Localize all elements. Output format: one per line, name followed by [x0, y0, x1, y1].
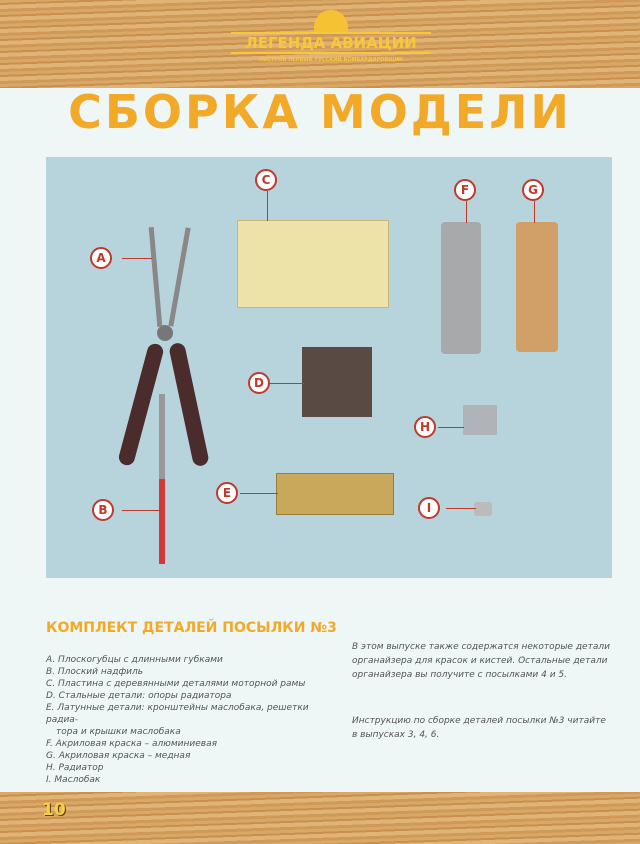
instruction-note: Инструкцию по сборке деталей посылки №3 читайте в выпусках 3, 4, 6. — [352, 716, 606, 740]
wood-plate-image — [237, 220, 389, 308]
list-item: I. Маслобак — [46, 775, 101, 785]
pliers-image — [141, 227, 221, 472]
label-c: C — [255, 169, 277, 191]
label-b: B — [92, 499, 114, 521]
parts-list — [46, 654, 338, 786]
radiator-image — [463, 405, 497, 435]
list-item: тора и крышки маслобака — [56, 727, 181, 737]
list-item: F. Акриловая краска – алюминиевая — [46, 739, 218, 749]
wood-footer — [0, 792, 640, 844]
page-number: 10 — [42, 800, 66, 820]
list-item: D. Стальные детали: опоры радиатора — [46, 691, 232, 701]
list-item: E. Латунные детали: кронштейны маслобака, решетки радиа- — [46, 703, 309, 725]
list-item: G. Акриловая краска – медная — [46, 751, 191, 761]
label-h: H — [414, 416, 436, 438]
oil-tank-image — [474, 502, 492, 516]
list-item: B. Плоский надфиль — [46, 667, 144, 677]
list-item: A. Плоскогубцы с длинными губками — [46, 655, 223, 665]
label-a: A — [90, 247, 112, 269]
steel-parts-image — [302, 347, 372, 417]
brass-parts-image — [276, 473, 394, 515]
organizer-note: В этом выпуске также содержатся некоторые детали органайзера для красок и кистей. Остальные детали органайзера вы получите с посылками 4 и 5. — [352, 642, 610, 680]
logo-subtitle: ПОСТРОЙ ПЕРВЫЙ РУССКИЙ БОМБАРДИРОВЩИК — [258, 57, 404, 63]
parts-photo — [46, 157, 612, 578]
parts-heading: КОМПЛЕКТ ДЕТАЛЕЙ ПОСЫЛКИ №3 — [46, 620, 337, 636]
label-e: E — [216, 482, 238, 504]
logo-title: ЛЕГЕНДА АВИАЦИИ — [231, 32, 431, 54]
label-g: G — [522, 179, 544, 201]
label-f: F — [454, 179, 476, 201]
page-title: СБОРКА МОДЕЛИ — [68, 85, 572, 139]
aluminium-paint-tube-image — [441, 222, 481, 354]
list-item: H. Радиатор — [46, 763, 104, 773]
copper-paint-tube-image — [516, 222, 558, 352]
label-i: I — [418, 497, 440, 519]
list-item: C. Пластина с деревянными деталями моторной рамы — [46, 679, 306, 689]
label-d: D — [248, 372, 270, 394]
file-image — [159, 394, 165, 564]
